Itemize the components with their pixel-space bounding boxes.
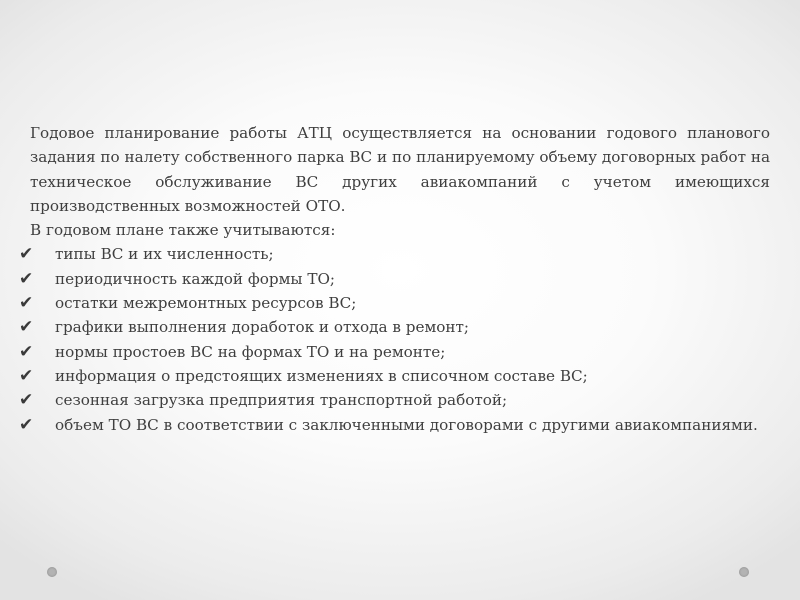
list-item [19,364,770,388]
list-item [19,291,770,315]
slide-body [19,121,770,437]
check-mark-icon: ✔ [19,365,34,386]
list-heading: В годовом плане также учитываются: [30,221,336,240]
list-item-text: периодичность каждой формы ТО; [55,269,336,288]
list-item [19,315,770,339]
decorative-dot-left [47,567,57,577]
decorative-dot-right [739,567,749,577]
list-item [19,242,770,266]
considerations-list [19,242,770,436]
check-mark-icon: ✔ [19,293,34,314]
list-item-text: нормы простоев ВС на формах ТО и на ремонте; [55,342,446,361]
list-item-text: сезонная загрузка предприятия транспортной работой; [55,391,508,410]
check-mark-icon: ✔ [19,268,34,289]
check-mark-icon: ✔ [19,244,34,265]
list-item [19,267,770,291]
list-item-text: объем ТО ВС в соответствии с заключенными договорами с другими авиакомпаниями. [55,415,758,434]
list-item-text: графики выполнения доработок и отхода в ремонт; [55,318,470,337]
check-mark-icon: ✔ [19,390,34,411]
check-mark-icon: ✔ [19,317,34,338]
list-item-text: остатки межремонтных ресурсов ВС; [55,294,357,313]
list-item [19,413,770,437]
list-item [19,340,770,364]
check-mark-icon: ✔ [19,341,34,362]
list-item-text: типы ВС и их численность; [55,245,274,264]
list-item [19,388,770,412]
list-item-text: информация о предстоящих изменениях в списочном составе ВС; [55,366,588,385]
check-mark-icon: ✔ [19,414,34,435]
intro-paragraph: Годовое планирование работы АТЦ осуществляется на основании годового планового задания по налету собственного парка ВС и по планируемому объему договорных работ на техническое обслуживание ВС других авиакомпаний с учетом имеющихся производственных возможностей ОТО. [30,124,770,215]
